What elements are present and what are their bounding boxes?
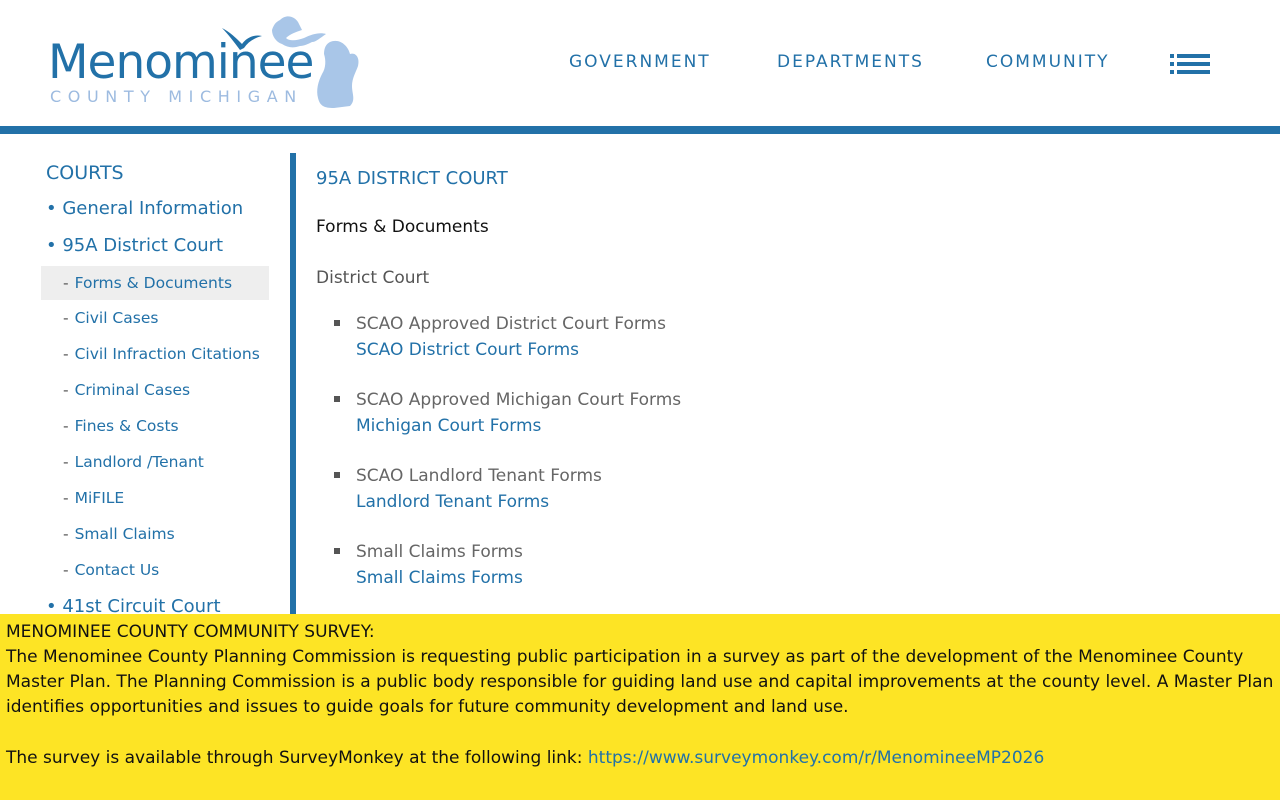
survey-link[interactable]: https://www.surveymonkey.com/r/MenomineeMP2026 [587,748,1045,768]
form-link-scao-district-court-forms[interactable]: SCAO District Court Forms [356,340,580,360]
list-item [356,387,956,439]
bullet-icon [334,548,340,554]
list-item [356,311,956,363]
sidebar-heading: COURTS [46,162,124,184]
form-description: Small Claims Forms [356,542,523,562]
logo-name: Menominee [48,35,314,90]
dash-marker: - [63,309,69,327]
banner-link-prefix: The survey is available through SurveyMonkey at the following link: [6,748,588,768]
form-description: SCAO Landlord Tenant Forms [356,466,602,486]
dash-marker: - [63,381,69,399]
hamburger-menu-icon[interactable] [1168,52,1212,76]
sidebar-subitem-label: Landlord /Tenant [74,453,204,471]
bullet-icon [334,472,340,478]
site-header [0,0,1280,126]
main-content [296,134,1280,614]
sidebar-subitem-label: Civil Infraction Citations [74,345,260,363]
sidebar-subitem-label: Forms & Documents [74,274,233,292]
form-description: SCAO Approved District Court Forms [356,314,666,334]
logo-subtitle: COUNTY MICHIGAN [50,87,303,106]
bullet-icon [334,396,340,402]
sidebar-item-41st-circuit-court[interactable]: • 41st Circuit Court [46,596,221,614]
sidebar-nav [0,134,290,614]
section-title: District Court [316,268,430,288]
bullet-icon [334,320,340,326]
list-item [356,463,956,515]
sidebar-subitem-label: Small Claims [74,525,175,543]
sidebar-subitem-civil-cases[interactable] [41,301,269,335]
form-link-small-claims-forms[interactable]: Small Claims Forms [356,568,523,588]
sidebar-subitem-mifile[interactable] [41,481,269,515]
form-link-landlord-tenant-forms[interactable]: Landlord Tenant Forms [356,492,550,512]
dash-marker: - [63,417,69,435]
sidebar-subitem-fines-costs[interactable] [41,409,269,443]
sidebar-item-95a-district-court[interactable]: • 95A District Court [46,235,224,256]
sidebar-subitem-forms-documents[interactable] [41,266,269,300]
dash-marker: - [63,525,69,543]
sidebar-subitem-label: Contact Us [74,561,160,579]
sidebar-subitem-label: Criminal Cases [74,381,191,399]
banner-heading: MENOMINEE COUNTY COMMUNITY SURVEY: [6,622,375,642]
banner-spacer [6,720,1274,746]
banner-body: The Menominee County Planning Commission is requesting public participation in a survey as part of the development of the Menominee County Master Plan. The Planning Commission is a public body responsible for guiding land use and capital improvements at the county level. A Master Plan identifies opportunities and issues to guide goals for future community development and land use. [6,647,1274,717]
page-subtitle: Forms & Documents [316,217,489,237]
nav-government[interactable]: GOVERNMENT [569,52,711,72]
bird-icon [220,24,265,54]
sidebar-item-general-information[interactable]: • General Information [46,198,244,219]
sidebar-subitem-small-claims[interactable] [41,517,269,551]
nav-departments[interactable]: DEPARTMENTS [777,52,924,72]
site-logo[interactable] [48,12,393,112]
page-title: 95A DISTRICT COURT [316,168,508,189]
sidebar-subitem-label: Fines & Costs [74,417,179,435]
nav-community[interactable]: COMMUNITY [986,52,1110,72]
sidebar-subitem-criminal-cases[interactable] [41,373,269,407]
list-item [356,539,956,591]
sidebar-subitem-contact-us[interactable] [41,553,269,587]
form-description: SCAO Approved Michigan Court Forms [356,390,682,410]
dash-marker: - [63,274,69,292]
sidebar-subitem-landlord-tenant[interactable] [41,445,269,479]
dash-marker: - [63,345,69,363]
sidebar-subitem-civil-infraction-citations[interactable] [41,337,269,371]
survey-banner [0,614,1280,800]
dash-marker: - [63,561,69,579]
dash-marker: - [63,453,69,471]
sidebar-subitem-label: MiFILE [74,489,125,507]
dash-marker: - [63,489,69,507]
banner-link-line [6,746,1274,771]
form-link-michigan-court-forms[interactable]: Michigan Court Forms [356,416,542,436]
header-divider [0,126,1280,134]
sidebar-subitem-label: Civil Cases [74,309,159,327]
